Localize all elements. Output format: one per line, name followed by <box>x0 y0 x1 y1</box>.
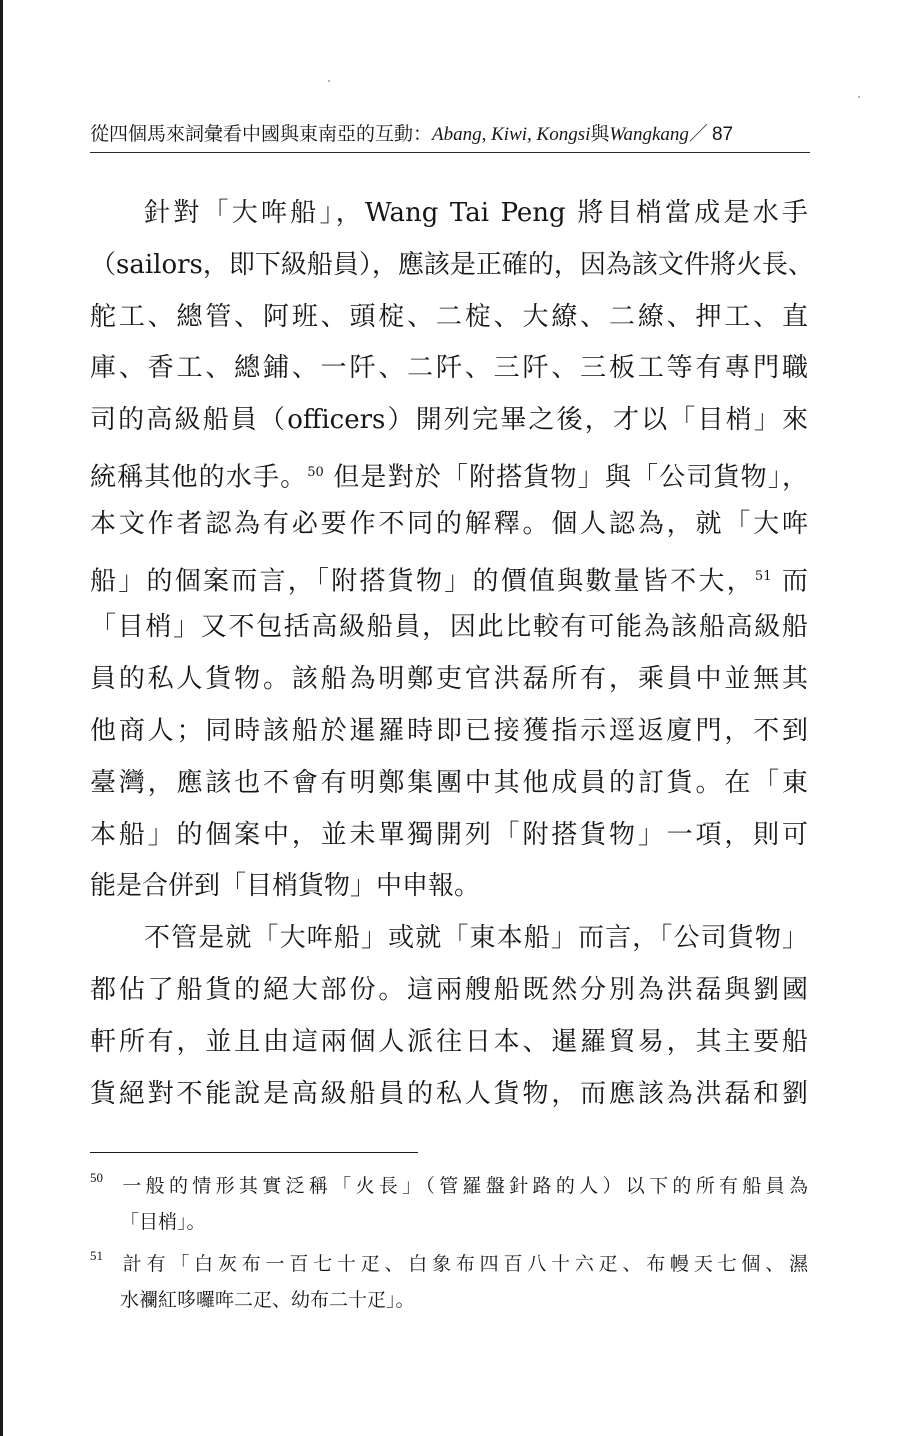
paragraph-line: 能是合併到「目梢貨物」中申報。 <box>90 871 481 902</box>
line-text: 而 <box>781 566 808 597</box>
footnotes <box>90 1168 808 1318</box>
line-text: 統稱其他的水手。 <box>90 462 308 493</box>
paragraph-line: 舵工、總管、阿班、頭椗、二椗、大繚、二繚、押工、直 <box>90 301 808 332</box>
footnote-ref-51: 51 <box>754 568 772 584</box>
page-edge <box>0 0 3 1436</box>
paragraph-line: 他商人；同時該船於暹羅時即已接獲指示逕返廈門，不到 <box>90 715 808 746</box>
footnote-ref-50: 50 <box>307 464 324 480</box>
footnote-51 <box>90 1246 808 1282</box>
footnote-50-cont: 「目梢」。 <box>120 1211 206 1233</box>
header-title-zh-2: 與 <box>590 123 610 145</box>
header-title-en-2: Wangkang <box>609 124 689 145</box>
header-rule <box>90 152 810 153</box>
line-text: 但是對於「附搭貨物」與「公司貨物」， <box>333 462 808 493</box>
header-title-en-1: Abang, Kiwi, Kongsi <box>432 124 591 145</box>
footnote-rule <box>90 1152 418 1153</box>
paragraph-line: 軒所有，並且由這兩個人派往日本、暹羅貿易，其主要船 <box>90 1026 808 1057</box>
footnote-number: 51 <box>90 1248 103 1263</box>
paragraph-line: （sailors，即下級船員），應該是正確的，因為該文件將火長、 <box>90 249 814 280</box>
header-title-zh: 從四個馬來詞彙看中國與東南亞的互動： <box>90 123 433 145</box>
line-text: 船」的個案而言，「附搭貨物」的價值與數量皆不大， <box>90 566 755 597</box>
paragraph-line: 臺灣，應該也不會有明鄭集團中其他成員的訂貨。在「東 <box>90 767 808 798</box>
body-text <box>90 188 814 1120</box>
paragraph-line: 都佔了船貨的絕大部份。這兩艘船既然分別為洪磊與劉國 <box>90 974 808 1005</box>
footnote-number: 50 <box>90 1170 103 1185</box>
paragraph-line: 員的私人貨物。該船為明鄭吏官洪磊所有，乘員中並無其 <box>90 664 808 695</box>
scan-speck <box>858 96 860 98</box>
paragraph-line: 針對「大哖船」，Wang Tai Peng 將目梢當成是水手 <box>144 198 808 228</box>
page-number: 87 <box>711 124 734 145</box>
footnote-text: 一般的情形其實泛稱「火長」（管羅盤針路的人）以下的所有船員為 <box>118 1175 808 1197</box>
header-slash: ／ <box>688 123 708 145</box>
paragraph-line <box>90 551 808 603</box>
paragraph-line: 貨絕對不能說是高級船員的私人貨物，而應該為洪磊和劉 <box>90 1078 808 1109</box>
scan-speck <box>328 80 330 82</box>
paragraph-line: 不管是就「大哖船」或就「東本船」而言，「公司貨物」 <box>144 923 808 954</box>
paragraph-line: 本船」的個案中，並未單獨開列「附搭貨物」一項，則可 <box>90 819 808 850</box>
paragraph-line <box>90 447 808 499</box>
paragraph-line: 庫、香工、總鋪、一阡、二阡、三阡、三板工等有專門職 <box>90 353 808 384</box>
running-header <box>90 118 810 154</box>
paragraph-line: 「目梢」又不包括高級船員，因此比較有可能為該船高級船 <box>90 612 808 643</box>
footnote-51-cont: 水襴紅哆囉哖二疋、幼布二十疋」。 <box>120 1289 415 1311</box>
paragraph-line: 司的高級船員（officers）開列完畢之後，才以「目梢」來 <box>90 405 808 436</box>
footnote-text: 計有「白灰布一百七十疋、白象布四百八十六疋、布幔天七個、濕 <box>118 1253 808 1275</box>
paragraph-line: 本文作者認為有必要作不同的解釋。個人認為，就「大哖 <box>90 508 808 539</box>
footnote-50 <box>90 1168 808 1204</box>
